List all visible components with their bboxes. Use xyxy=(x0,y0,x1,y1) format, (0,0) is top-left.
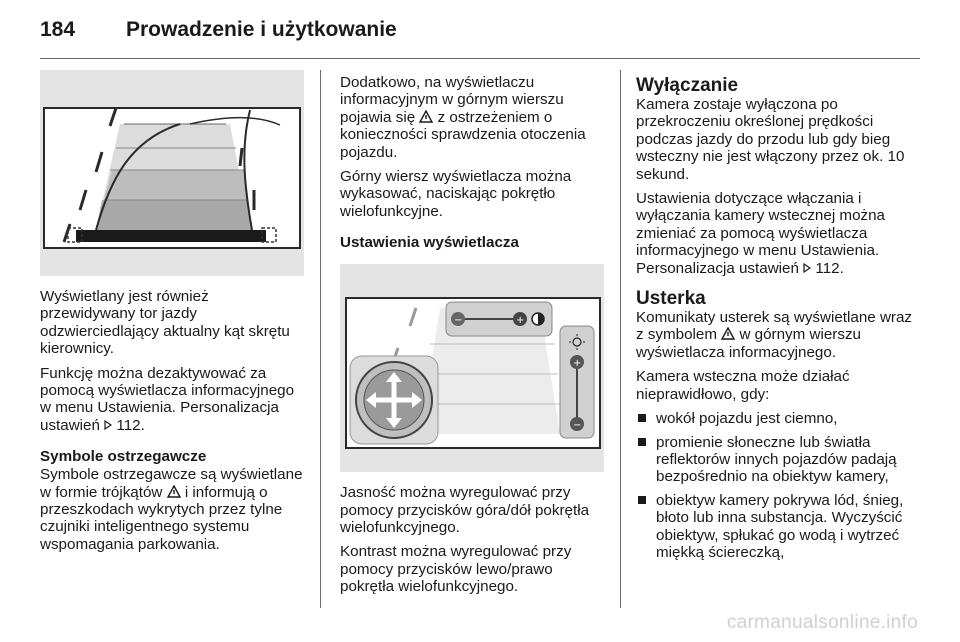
svg-text:−: − xyxy=(454,315,463,327)
page-reference-arrow-icon xyxy=(104,420,112,430)
paragraph-deactivate: Funkcję można dezaktywować za pomocą wyświetlacza informacyjnego w menu Ustawienia. Personalizacja ustawień 112. xyxy=(40,364,295,434)
contrast-icon xyxy=(532,313,544,325)
camera-view-illustration xyxy=(40,70,304,276)
paragraph-top-line-warning: Dodatkowo, na wyświetlaczu informacyjnym w górnym wierszu pojawia się z ostrzeżeniem o konieczności sprawdzenia otoczenia pojazdu. xyxy=(340,74,586,161)
bullet-icon xyxy=(638,414,646,422)
column-1 xyxy=(40,70,308,560)
svg-text:+: + xyxy=(516,315,525,327)
paragraph-malfunction-intro: Kamera wsteczna może działać nieprawidłowo, gdy: xyxy=(636,368,850,403)
column-2 xyxy=(340,74,608,603)
display-settings-figure xyxy=(340,264,604,472)
svg-text:+: + xyxy=(573,358,582,370)
bullet-icon xyxy=(638,496,646,504)
paragraph-warning-symbols: Symbole ostrzegawcze są wyświetlane w formie trójkątów i informują o przeszkodach wykrytych przez tylne czujniki inteligentnego systemu wspomagania parkowania. xyxy=(40,466,303,553)
page-number: 184 xyxy=(40,18,76,41)
header-divider xyxy=(40,58,920,59)
malfunction-list xyxy=(636,410,920,561)
list-item: promienie słoneczne lub światła reflektorów innych pojazdów padają bezpośrednio na obiektyw kamery, xyxy=(636,434,920,486)
list-item: obiektyw kamery pokrywa lód, śnieg, błoto lub inna substancja. Wyczyścić obiektyw, spłukać go wodą i wytrzeć miękką ściereczką, xyxy=(636,492,920,562)
page-header xyxy=(40,14,920,50)
paragraph-switch-off: Kamera zostaje wyłączona po przekroczeniu określonej prędkości podczas jazdy do przodu lub gdy bieg wsteczny nie jest włączony przez ok. 10 sekund. xyxy=(636,96,905,183)
list-item: wokół pojazdu jest ciemno, xyxy=(636,410,920,427)
display-settings-illustration xyxy=(340,264,604,472)
paragraph-brightness: Jasność można wyregulować przy pomocy przycisków góra/dół pokrętła wielofunkcyjnego. xyxy=(340,484,590,537)
paragraph-clear-top-line: Górny wiersz wyświetlacza można wykasować, naciskając pokrętło wielofunkcyjne. xyxy=(340,168,572,220)
heading-fault: Usterka xyxy=(636,288,706,310)
column-divider-2 xyxy=(620,70,621,608)
heading-switch-off: Wyłączanie xyxy=(636,75,739,96)
paragraph-predicted-path: Wyświetlany jest również przewidywany tor jazdy odzwierciedlający aktualny kąt skrętu kierownicy. xyxy=(40,288,290,358)
paragraph-switch-settings: Ustawienia dotyczące włączania i wyłączania kamery wstecznej można zmieniać za pomocą wyświetlacza informacyjnego w menu Ustawienia. Personalizacja ustawień 112. xyxy=(636,190,885,277)
warning-triangle-icon xyxy=(167,485,181,498)
column-divider-1 xyxy=(320,70,321,608)
rear-camera-guideline-figure xyxy=(40,70,304,276)
watermark: carmanualsonline.info xyxy=(726,612,918,633)
paragraph-fault-messages: Komunikaty usterek są wyświetlane wraz z symbolem w górnym wierszu wyświetlacza informacyjnego. xyxy=(636,309,913,361)
heading-display-settings: Ustawienia wyświetlacza xyxy=(340,234,519,252)
column-3 xyxy=(636,76,920,567)
multifunction-knob-icon xyxy=(350,356,438,444)
warning-triangle-icon xyxy=(419,110,433,123)
svg-text:−: − xyxy=(573,420,582,432)
warning-triangle-icon xyxy=(721,327,735,340)
bullet-icon xyxy=(638,438,646,446)
page-title: Prowadzenie i użytkowanie xyxy=(126,18,397,41)
heading-warning-symbols: Symbole ostrzegawcze xyxy=(40,448,207,466)
paragraph-contrast: Kontrast można wyregulować przy pomocy przycisków lewo/prawo pokrętła wielofunkcyjnego. xyxy=(340,543,572,596)
page-reference-arrow-icon xyxy=(803,263,811,273)
